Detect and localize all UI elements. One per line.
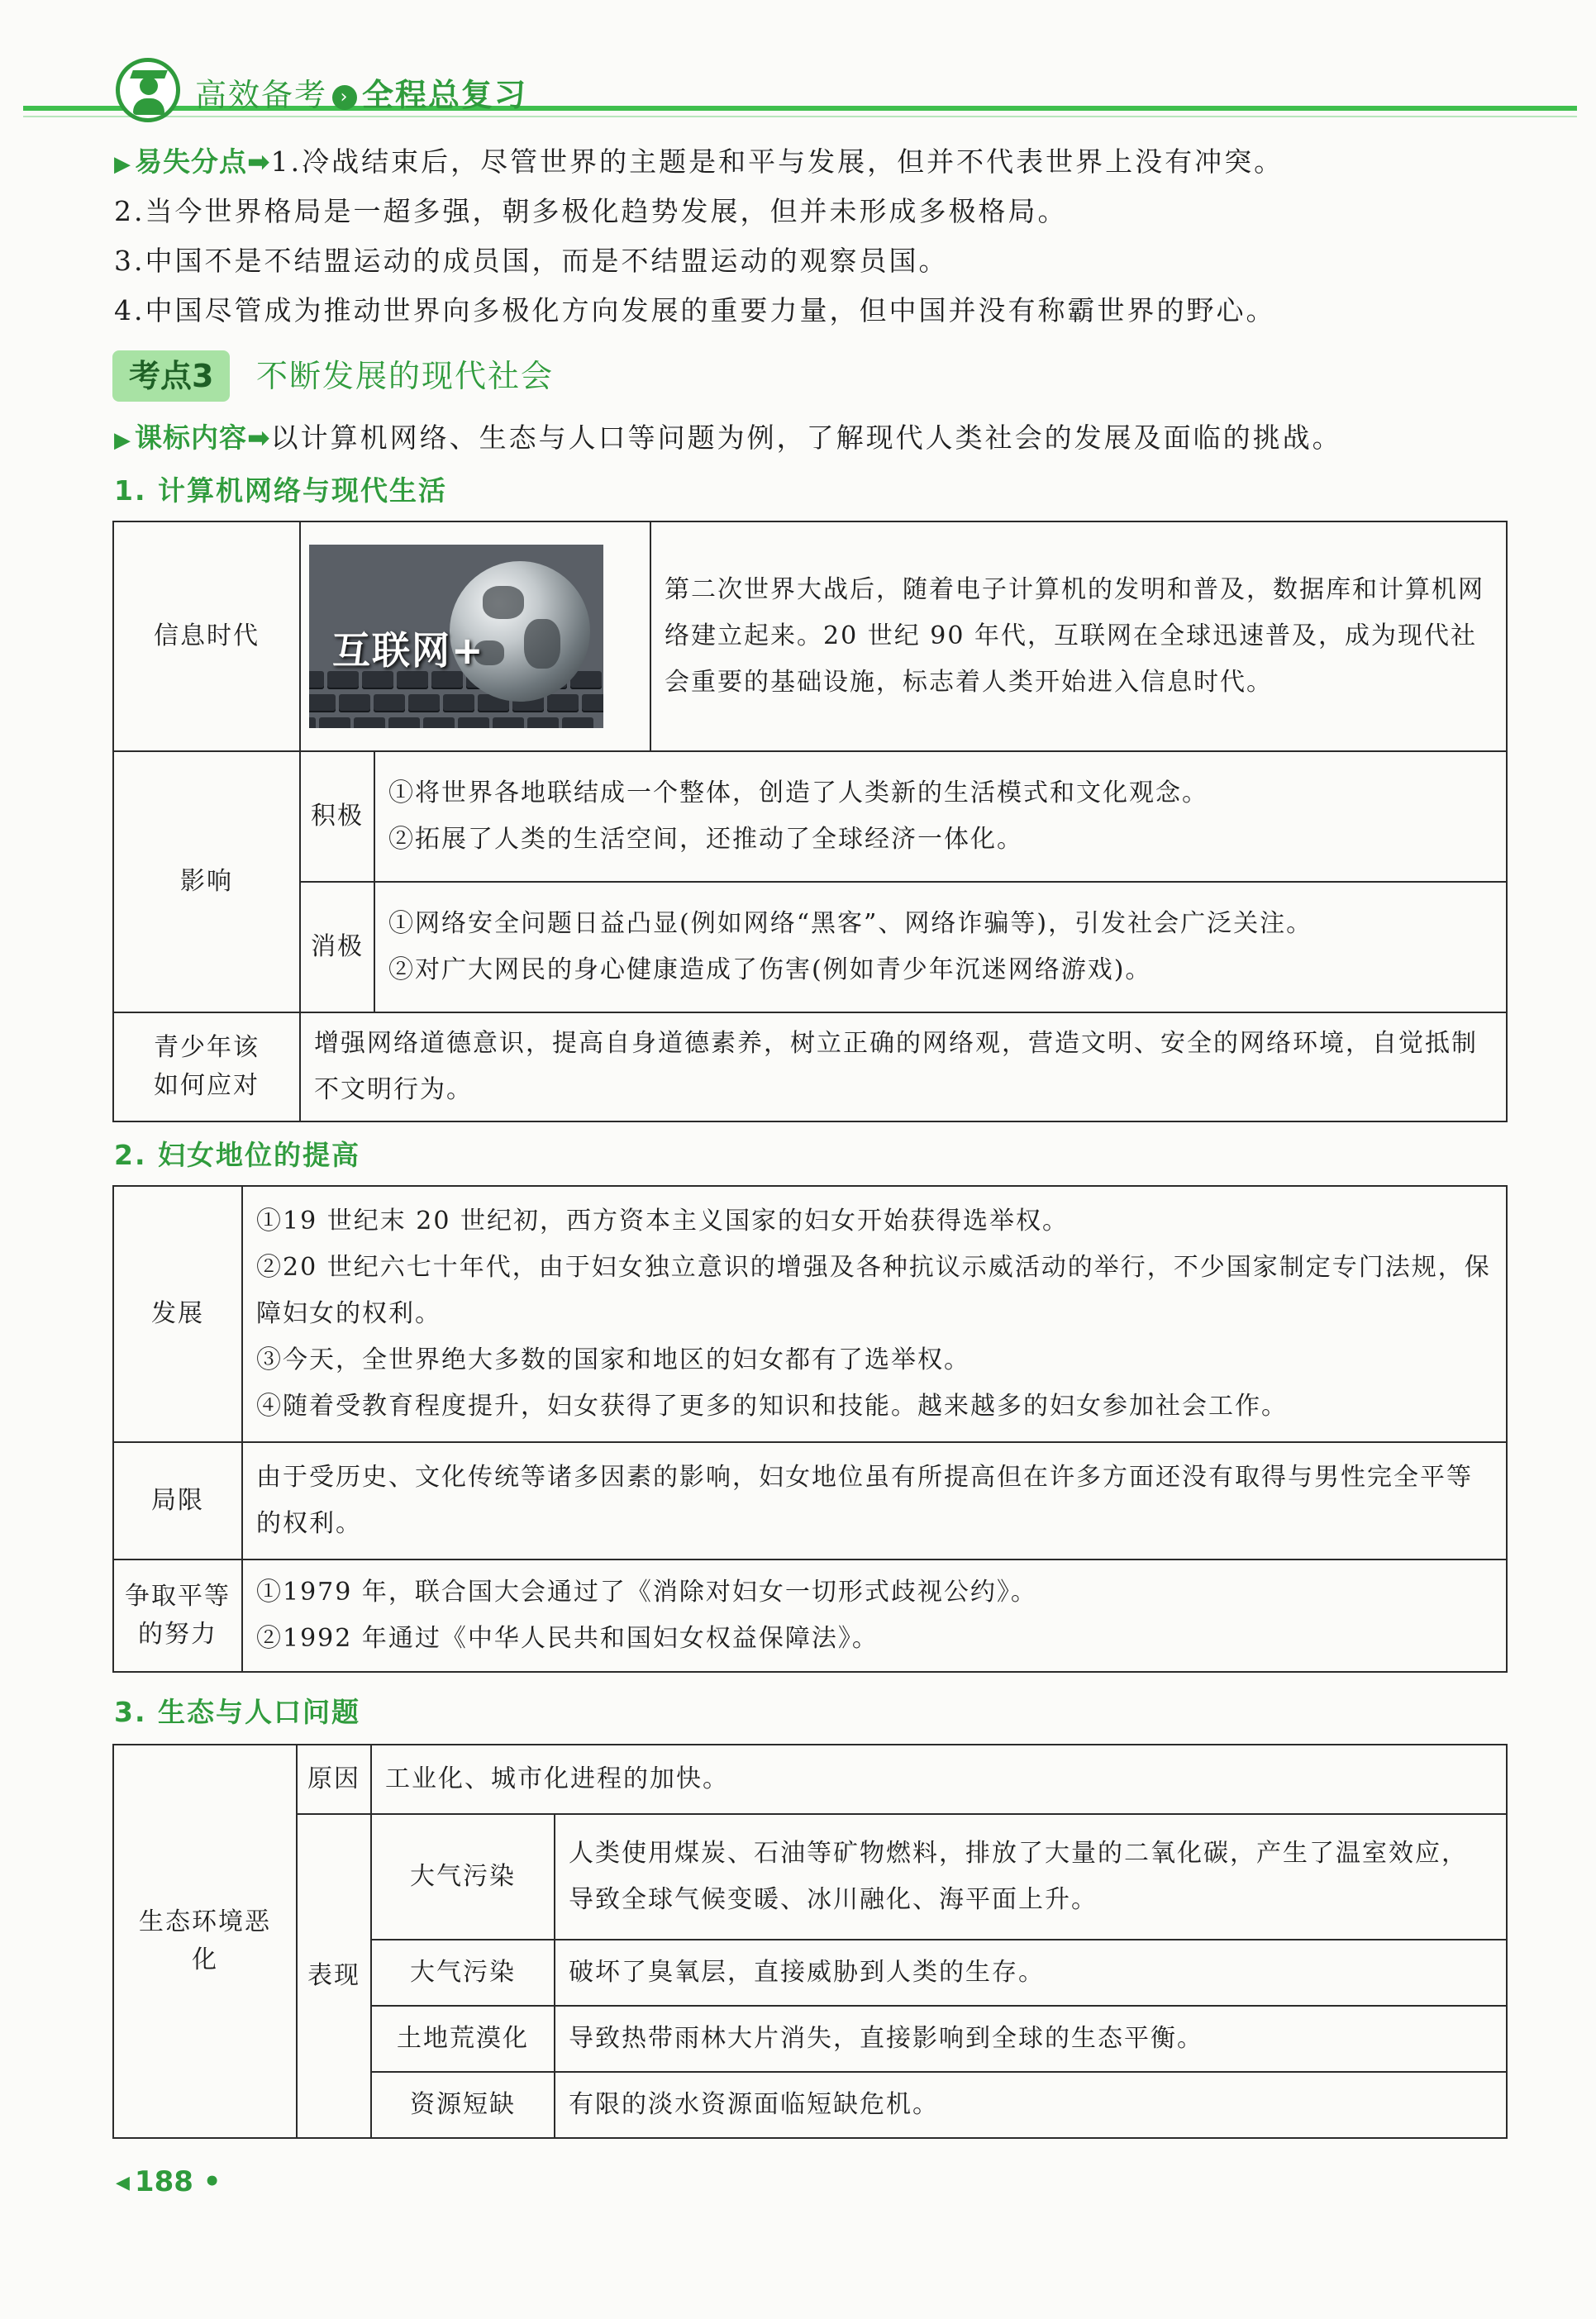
arrow-right-icon: ➡ [247,421,271,454]
development-item: ①19 世纪末 20 世纪初，西方资本主义国家的妇女开始获得选举权。 [256,1207,1069,1236]
cause-label: 原因 [297,1745,371,1814]
youth-label: 青少年该 如何应对 [113,1012,300,1121]
section-1-title: 1. 计算机网络与现代生活 [114,474,447,507]
manifest-label: 表现 [297,1814,371,2138]
network-table [112,521,1508,1122]
page-header [23,58,1577,132]
kaodian-badge: 考点3 [112,350,230,402]
mistake-line-4: 4.中国尽管成为推动世界向多极化方向发展的重要力量，但中国并没有称霸世界的野心。 [114,294,1276,326]
positive-item: ①将世界各地联结成一个整体，创造了人类新的生活模式和文化观念。 [388,779,1208,807]
negative-item: ①网络安全问题日益凸显(例如网络“黑客”、网络诈骗等)，引发社会广泛关注。 [388,909,1313,938]
effort-cell [242,1559,1507,1672]
student-logo-icon [116,58,180,122]
arrow-right-icon: ➡ [247,145,271,178]
row-label: 土地荒漠化 [371,2006,555,2072]
development-item: ③今天，全世界绝大多数的国家和地区的妇女都有了选举权。 [256,1345,970,1374]
row-label: 资源短缺 [371,2072,555,2138]
impact-label: 影响 [113,751,300,1012]
negative-item: ②对广大网民的身心健康造成了伤害(例如青少年沉迷网络游戏)。 [388,955,1152,984]
internet-image-cell [300,521,650,751]
row-text: 破坏了臭氧层，直接威胁到人类的生存。 [555,1940,1507,2006]
section-2-title: 2. 妇女地位的提高 [114,1139,360,1171]
mistake-line-2: 2.当今世界格局是一超多强，朝多极化趋势发展，但并未形成多极格局。 [114,195,1068,227]
effort-label: 争取平等 的努力 [113,1559,242,1672]
triangle-left-icon: ◀ [116,2173,130,2193]
internet-plus-image [309,545,603,728]
positive-item: ②拓展了人类的生活空间，还推动了全球经济一体化。 [388,825,1023,854]
triangle-right-icon: ▶ [114,428,131,453]
positive-cell [374,751,1507,882]
triangle-right-icon: ▶ [114,152,131,177]
section-3-title: 3. 生态与人口问题 [114,1696,360,1728]
cause-text: 工业化、城市化进程的加快。 [371,1745,1507,1814]
curriculum-tag: ▶ 课标内容➡ [114,421,271,454]
chevron-right-circle-icon: › [332,85,357,110]
ecology-table [112,1744,1508,2139]
image-caption: 互联网+ [332,628,485,673]
kaodian-title: 不断发展的现代社会 [256,358,555,394]
mistakes-tag: ▶ 易失分点➡ [114,145,271,178]
row-text: 人类使用煤炭、石油等矿物燃料，排放了大量的二氧化碳，产生了温室效应，导致全球气候变暖、冰川融化、海平面上升。 [555,1814,1507,1940]
development-item: ②20 世纪六七十年代，由于妇女独立意识的增强及各种抗议示威活动的举行，不少国家制定专门法规，保障妇女的权利。 [256,1253,1491,1328]
dot-icon: • [193,2165,222,2198]
row-text: 导致热带雨林大片消失，直接影响到全球的生态平衡。 [555,2006,1507,2072]
header-rule-thin [23,116,1577,117]
positive-label: 积极 [300,751,374,882]
row-label: 大气污染 [371,1814,555,1940]
limitation-text: 由于受历史、文化传统等诸多因素的影响，妇女地位虽有所提高但在许多方面还没有取得与男性完全平等的权利。 [242,1442,1507,1559]
book-subtitle: 全程总复习 [362,77,528,113]
row-text: 有限的淡水资源面临短缺危机。 [555,2072,1507,2138]
development-cell [242,1186,1507,1442]
header-title [195,69,527,115]
mistake-line-3: 3.中国不是不结盟运动的成员国，而是不结盟运动的观察员国。 [114,245,949,277]
women-table [112,1185,1508,1673]
info-age-label: 信息时代 [113,521,300,751]
page-number: ◀ 188 • [116,2165,222,2198]
effort-item: ②1992 年通过《中华人民共和国妇女权益保障法》。 [256,1624,879,1653]
mistake-line-1: ▶ 易失分点➡1.冷战结束后，尽管世界的主题是和平与发展，但并不代表世界上没有冲突。 [114,145,1284,181]
negative-label: 消极 [300,882,374,1012]
negative-cell [374,882,1507,1012]
effort-item: ①1979 年，联合国大会通过了《消除对妇女一切形式歧视公约》。 [256,1578,1037,1607]
info-age-text: 第二次世界大战后，随着电子计算机的发明和普及，数据库和计算机网络建立起来。20 世纪 90 年代，互联网在全球迅速普及，成为现代社会重要的基础设施，标志着人类开始进入信息时代。 [650,521,1507,751]
row-label: 大气污染 [371,1940,555,2006]
development-label: 发展 [113,1186,242,1442]
limitation-label: 局限 [113,1442,242,1559]
youth-text: 增强网络道德意识，提高自身道德素养，树立正确的网络观，营造文明、安全的网络环境，自觉抵制不文明行为。 [300,1012,1507,1121]
book-title: 高效备考 [195,77,328,113]
development-item: ④随着受教育程度提升，妇女获得了更多的知识和技能。越来越多的妇女参加社会工作。 [256,1392,1288,1421]
curriculum-line: ▶ 课标内容➡以计算机网络、生态与人口等问题为例，了解现代人类社会的发展及面临的挑战。 [114,421,1342,457]
eco-label: 生态环境恶化 [113,1745,297,2138]
